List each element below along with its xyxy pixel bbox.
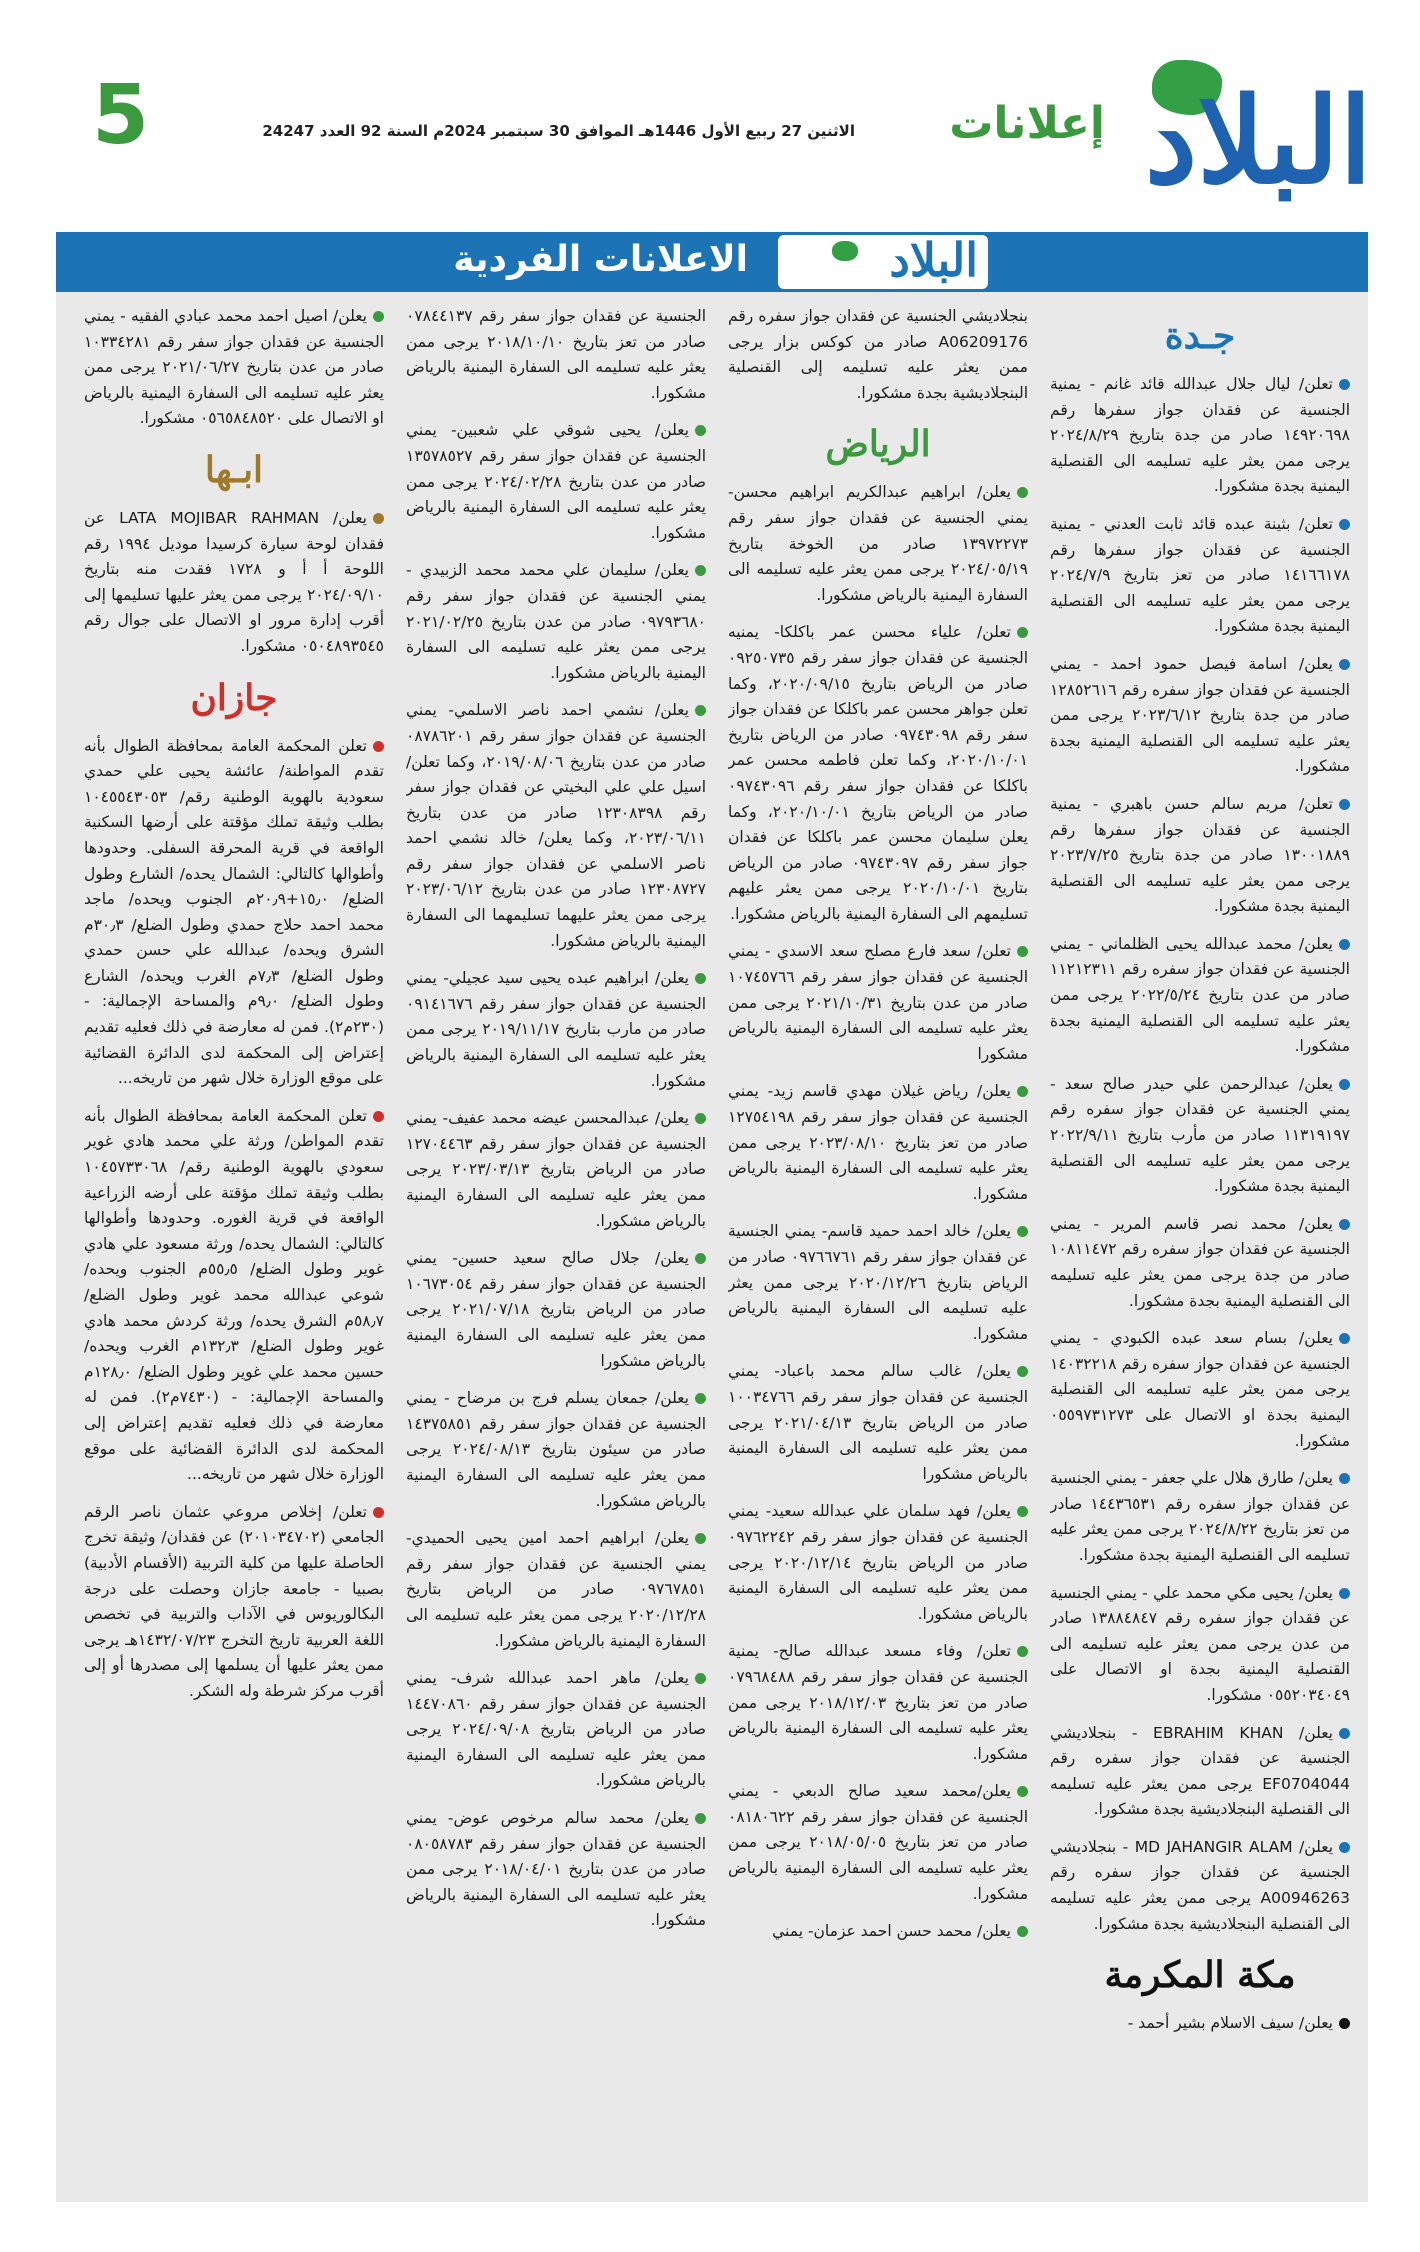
bullet-icon [1339, 1588, 1350, 1599]
city-heading-jeddah: جـدة [1164, 315, 1236, 357]
ad-text: تعلن/ علياء محسن عمر باكلكا- يمنيه الجنسية عن فقدان جواز سفر رقم ٠٩٢٥٠٧٣٥ صادر من الرياض بتاريخ ٢٠٢٠/٠٩/١٥، وكما تعلن جواهر محسن عمر باكلكا عن فقدان جواز سفر رقم ٠٩٧٤٣٠٩٨ صادر من الرياض بتاريخ ٢٠٢٠/١٠/٠١، وكما تعلن فاطمه محسن عمر باكلكا عن فقدان جواز سفر رقم ٠٩٧٤٣٠٩٦ صادر من الرياض بتاريخ ٢٠٢٠/١٠/٠١، وكما يعلن سليمان محسن عمر باكلكا عن فقدان جواز سفر رقم ٠٩٧٤٣٠٩٧ صادر من الرياض بتاريخ ٢٠٢٠/١٠/٠١ يرجى ممن يعثر عليهم تسليمهم الى السفارة اليمنية بالرياض مشكورا. [728, 623, 1028, 923]
ad-item [84, 1104, 384, 1488]
bullet-icon [373, 311, 384, 322]
banner-title: الاعلانات الفردية [453, 239, 748, 280]
saudi-map-icon [832, 241, 858, 261]
ad-item [728, 1359, 1028, 1487]
column-3 [406, 304, 706, 2194]
ad-item [406, 698, 706, 954]
ad-text: يعلن/ فهد سلمان علي عبدالله سعيد- يمني الجنسية عن فقدان جواز سفر رقم ٠٩٧٦٢٢٤٢ صادر من الرياض بتاريخ ٢٠٢٠/١٢/١٤ يرجى ممن يعثر عليه تسليمه الى السفارة اليمنية بالرياض مشكورا. [728, 1502, 1028, 1623]
ad-item [406, 1806, 706, 1934]
bullet-icon [1339, 2018, 1350, 2029]
ad-text: تعلن/ مريم سالم حسن باهبري - يمنية الجنسية عن فقدان جواز سفرها رقم ١٣٠٠١٨٨٩ صادر من جدة بتاريخ ٢٠٢٣/٧/٢٥ يرجى ممن يعثر عليه تسليمه الى القنصلية اليمنية بجدة مشكورا. [1050, 794, 1350, 916]
bullet-icon [1339, 1079, 1350, 1090]
city-heading-riyadh: الرياض [825, 423, 931, 466]
bullet-icon [1339, 939, 1350, 950]
ad-item [1050, 1072, 1350, 1200]
ad-text: يعلن/ يحيى مكي محمد علي - يمني الجنسية عن فقدان جواز سفره رقم ١٣٨٨٤٨٤٧ صادر من عدن يرجى ممن يعثر عليه تسليمه الى القنصلية اليمنية بجدة او الاتصال على ٠٥٥٢٠٣٤٠٤٩ مشكورا. [1050, 1583, 1350, 1704]
ad-item [406, 304, 706, 406]
ad-text: يعلن/ محمد حسن احمد عزمان- يمني [772, 1922, 1011, 1941]
ad-item [406, 558, 706, 686]
ad-item [406, 1386, 706, 1514]
bullet-icon [695, 1253, 706, 1264]
bullet-icon [373, 513, 384, 524]
ad-text: تعلن/ إخلاص مروعي عثمان ناصر الرقم الجامعي (٢٠١٠٣٤٧٠٢) عن فقدان/ وثيقة تخرج الحاصلة عليها من كلية التربية (الأقسام الأدبية) بصبيا - جامعة جازان وحصلت على درجة البكالوريوس في الآداب والتربية في تخصص اللغة العربية تاريخ التخرج ١٤٣٢/٠٧/٢٣هـ يرجى ممن يعثر عليها أن يسلمها إلى مصدرها أو إلى أقرب مركز شرطة وله الشكر. [84, 1502, 384, 1700]
masthead [0, 0, 1420, 210]
ad-item [406, 966, 706, 1094]
banner-logo-text: البلاد [889, 233, 978, 287]
ad-item [1050, 2011, 1350, 2037]
bullet-icon [1339, 1728, 1350, 1739]
bullet-icon [1017, 946, 1028, 957]
ad-text: يعلن/ محمد نصر قاسم المرير - يمني الجنسية عن فقدان جواز سفره رقم ١٠٨١١٤٧٢ صادر من جدة يرجى ممن يعثر عليه تسليمه الى القنصلية اليمنية بجدة مشكورا. [1050, 1214, 1350, 1310]
classifieds-panel [56, 232, 1368, 2202]
ad-item [406, 1246, 706, 1374]
ad-item [728, 1079, 1028, 1207]
ad-item [1050, 1581, 1350, 1709]
ad-item [728, 620, 1028, 927]
bullet-icon [373, 741, 384, 752]
ad-text: تعلن/ سعد فارع مصلح سعد الاسدي - يمني الجنسية عن فقدان جواز سفر رقم ١٠٧٤٥٧٦٦ صادر من عدن بتاريخ ٢٠٢١/١٠/٣١ يرجى ممن يعثر عليه تسليمه الى السفارة اليمنية بالرياض مشكورا [728, 942, 1028, 1063]
section-name: إعلانات [949, 98, 1105, 149]
ad-text: الجنسية عن فقدان جواز سفر رقم ٠٧٨٤٤١٣٧ صادر من تعز بتاريخ ٢٠١٨/١٠/١٠ يرجى ممن يعثر عليه تسليمه الى السفارة اليمنية بالرياض مشكورا. [406, 307, 706, 402]
bullet-icon [695, 1673, 706, 1684]
ad-text: يعلن/ ابراهيم احمد امين يحيى الحميدي- يمني الجنسية عن فقدان جواز سفر رقم ٠٩٧٦٧٨٥١ صادر من الرياض بتاريخ ٢٠٢٠/١٢/٢٨ يرجى ممن يعثر عليه تسليمه الى السفارة اليمنية بالرياض مشكورا. [406, 1529, 706, 1650]
bullet-icon [695, 1533, 706, 1544]
bullet-icon [695, 565, 706, 576]
ad-item [728, 939, 1028, 1067]
bullet-icon [1017, 1786, 1028, 1797]
ad-text: بنجلاديشي الجنسية عن فقدان جواز سفره رقم A06209176 صادر من كوكس بزار يرجى ممن يعثر عليه تسليمه إلى القنصلية البنجلاديشية بجدة مشكورا. [728, 307, 1028, 402]
ad-text: يعلن/ رياض غيلان مهدي قاسم زيد- يمني الجنسية عن فقدان جواز سفر رقم ١٢٧٥٤١٩٨ صادر من تعز بتاريخ ٢٠٢٣/٠٨/١٠ يرجى ممن يعثر عليه تسليمه الى السفارة اليمنية بالرياض مشكورا. [728, 1082, 1028, 1203]
bullet-icon [373, 1507, 384, 1518]
ad-text: يعلن/ MD JAHANGIR ALAM - بنجلاديشي الجنسية عن فقدان جواز سفره رقم A00946263 يرجى ممن يعثر عليه تسليمه الى القنصلية البنجلاديشية بجدة مشكورا. [1050, 1837, 1350, 1933]
section-banner [56, 232, 1368, 292]
ad-item [406, 1106, 706, 1234]
ad-item [1050, 1326, 1350, 1454]
ad-text: يعلن/ طارق هلال علي جعفر - يمني الجنسية عن فقدان جواز سفره رقم ١٤٤٣٦٥٣١ صادر من تعز بتاريخ ٢٠٢٤/٨/٢٢ يرجى ممن يعثر عليه تسليمه الى القنصلية اليمنية بجدة مشكورا. [1050, 1469, 1350, 1564]
ad-item [1050, 1466, 1350, 1568]
ad-item [728, 1639, 1028, 1767]
ad-item [406, 1666, 706, 1794]
ad-text: يعلن/ محمد عبدالله يحيى الظلماني - يمني الجنسية عن فقدان جواز سفره رقم ١١٢١٢٣١١ صادر من عدن بتاريخ ٢٠٢٢/٥/٢٤ يرجى ممن يعثر عليه تسليمه الى القنصلية اليمنية بجدة مشكورا. [1050, 934, 1350, 1056]
bullet-icon [695, 1813, 706, 1824]
ad-item [84, 1500, 384, 1705]
bullet-icon [1017, 487, 1028, 498]
ad-text: يعلن/ عبدالرحمن علي حيدر صالح سعد - يمني الجنسية عن فقدان جواز سفره رقم ١١٣١٩١٩٧ صادر من مأرب بتاريخ ٢٠٢٢/٩/١١ يرجى ممن يعثر عليه تسليمه الى القنصلية اليمنية بجدة مشكورا. [1050, 1074, 1350, 1196]
ad-text: تعلن/ وفاء مسعد عبدالله صالح- يمنية الجنسية عن فقدان جواز سفر رقم ٠٧٩٦٨٤٨٨ صادر من تعز بتاريخ ٢٠١٨/١٢/٠٣ يرجى ممن يعثر عليه تسليمه الى السفارة اليمنية بالرياض مشكورا. [728, 1642, 1028, 1763]
ad-item [728, 1919, 1028, 1945]
ad-item [406, 1526, 706, 1654]
date-line: الاثنين 27 ربيع الأول 1446هـ الموافق 30 سبتمبر 2024م السنة 92 العدد 24247 [262, 122, 855, 140]
bullet-icon [695, 705, 706, 716]
ad-text: يعلن/ ابراهيم عبدالكريم ابراهيم محسن- يمني الجنسية عن فقدان جواز سفر رقم ١٣٩٧٢٢٧٣ صادر من الخوخة بتاريخ ٢٠٢٤/٠٥/١٩ يرجى ممن يعثر عليه تسليمه الى السفارة اليمنية بالرياض مشكورا. [728, 483, 1028, 604]
bullet-icon [1017, 1506, 1028, 1517]
bullet-icon [1017, 1226, 1028, 1237]
ad-text: يعلن/ يحيى شوقي علي شعبين- يمني الجنسية عن فقدان جواز سفر رقم ١٣٥٧٨٥٢٧ صادر من عدن بتاريخ ٢٠٢٤/٠٢/٢٨ يرجى ممن يعثر عليه تسليمه الى السفارة اليمنية بالرياض مشكورا. [406, 421, 706, 542]
column-1 [1050, 304, 1350, 2194]
ad-text: يعلن/ ابراهيم عبده يحيى سيد عجيلي- يمني الجنسية عن فقدان جواز سفر رقم ٠٩١٤١٦٧٦ صادر من مارب بتاريخ ٢٠١٩/١١/١٧ يرجى ممن يعثر عليه تسليمه الى السفارة اليمنية بالرياض مشكورا. [406, 969, 706, 1090]
bullet-icon [695, 425, 706, 436]
ad-item [84, 304, 384, 432]
ad-text: يعلن/ خالد احمد حميد قاسم- يمني الجنسية عن فقدان جواز سفر رقم ٠٩٧٦٦٧٦١ صادر من الرياض بتاريخ ٢٠٢٠/١٢/٢٦ يرجى ممن يعثر عليه تسليمه الى السفارة اليمنية بالرياض مشكورا. [728, 1222, 1028, 1343]
bullet-icon [1339, 1842, 1350, 1853]
bullet-icon [373, 1111, 384, 1122]
banner-logo [778, 235, 988, 289]
ad-text: يعلن/ سليمان علي محمد محمد الزبيدي - يمني الجنسية عن فقدان جواز سفر رقم ٠٩٧٩٣٦٨٠ صادر من عدن بتاريخ ٢٠٢١/٠٢/٢٥ يرجى ممن يعثر عليه تسليمه الى السفارة اليمنية بالرياض مشكورا. [406, 561, 706, 682]
bullet-icon [1017, 1366, 1028, 1377]
ad-item [406, 418, 706, 546]
column-2 [728, 304, 1028, 2194]
bullet-icon [695, 1393, 706, 1404]
city-heading-abha: ابـها [204, 448, 264, 491]
ad-item [728, 1219, 1028, 1347]
ad-text: يعلن/ ماهر احمد عبدالله شرف- يمني الجنسية عن فقدان جواز سفر رقم ١٤٤٧٠٨٦٠ صادر من الرياض بتاريخ ٢٠٢٤/٠٩/٠٨ يرجى ممن يعثر عليه تسليمه الى السفارة اليمنية بالرياض مشكورا. [406, 1669, 706, 1790]
ad-text: تعلن المحكمة العامة بمحافظة الطوال بأنه تقدم المواطن/ ورثة علي محمد هادي غوير سعودي بالهوية الوطنية رقم/ ١٠٤٥٧٣٣٠٦٨ بطلب وثيقة تملك مؤقتة على أرضه الزراعية الواقعة في قرية الغوره. وحدودها وأطوالها كالتالي: الشمال يحده/ ورثة مسعود علي هادي غوير وطول الضلع/ ٥٥٫٥م الجنوب ويحده/ شوعي عبدالله محمد غوير وطول الضلع/ ٥٨٫٧م الشرق يحده/ ورثة كردش محمد هادي غوير وطول الضلع/ ١٣٢٫٣م الغرب ويحده/ حسين محمد علي غوير وطول الضلع/ ١٢٨٫٠م والمساحة الإجمالية: - (٧٤٣٠م٢). فمن له معارضة في ذلك فعليه تقديم إعتراض إلى المحكمة لدى الدائرة القضائية على موقع الوزارة خلال شهر من تاريخه... [84, 1106, 384, 1484]
ad-text: يعلن/ اسامة فيصل حمود احمد - يمني الجنسية عن فقدان جواز سفره رقم ١٢٨٥٢٦١٦ صادر من جدة بتاريخ ٢٠٢٣/٦/١٢ يرجى ممن يعثر عليه تسليمه الى القنصلية اليمنية بجدة مشكورا. [1050, 654, 1350, 776]
ad-text: يعلن/ اصيل احمد محمد عبادي الفقيه - يمني الجنسية عن فقدان جواز سفر رقم ١٠٣٣٤٢٨١ صادر من عدن بتاريخ ٢٠٢١/٠٦/٢٧ يرجى ممن يعثر عليه تسليمه الى السفارة اليمنية بالرياض او الاتصال على ٠٥٦٥٨٤٨٥٢٠ مشكورا. [84, 307, 384, 428]
ad-item [84, 734, 384, 1092]
bullet-icon [1017, 1926, 1028, 1937]
city-heading-jazan: جازان [190, 676, 278, 719]
columns [56, 304, 1368, 2194]
ad-item [1050, 1721, 1350, 1823]
ad-text: يعلن/ نشمي احمد ناصر الاسلمي- يمني الجنسية عن فقدان جواز سفر رقم ٠٨٧٨٦٢٠١ صادر من عدن بتاريخ ٢٠١٩/٠٨/٠٦، وكما تعلن/ اسيل علي علي البخيتي عن فقدان جواز سفر رقم ١٢٣٠٨٣٩٨ صادر من عدن بتاريخ ٢٠٢٣/٠٦/١١، وكما يعلن/ خالد نشمي احمد ناصر الاسلمي عن فقدان جواز سفر رقم ١٢٣٠٨٧٢٧ صادر من عدن بتاريخ ٢٠٢٣/٠٦/١٢ يرجى ممن يعثر عليهما تسليمهما الى السفارة اليمنية بالرياض مشكورا. [406, 701, 706, 950]
page-number: 5 [92, 68, 150, 163]
ad-item [728, 1499, 1028, 1627]
ad-item [728, 304, 1028, 406]
bullet-icon [1339, 799, 1350, 810]
bullet-icon [1017, 1086, 1028, 1097]
logo-text: البلاد [1144, 71, 1372, 210]
ad-text: يعلن/محمد سعيد صالح الدبعي - يمني الجنسية عن فقدان جواز سفر رقم ٠٨١٨٠٦٢٢ صادر من تعز بتاريخ ٢٠١٨/٠٥/٠٥ يرجى ممن يعثر عليه تسليمه الى السفارة اليمنية بالرياض مشكورا. [728, 1782, 1028, 1903]
bullet-icon [1017, 1646, 1028, 1657]
city-heading-makkah: مكة المكرمة [1104, 1954, 1296, 1997]
ad-item [1050, 792, 1350, 920]
ad-item [728, 1779, 1028, 1907]
ad-text: يعلن/ EBRAHIM KHAN - بنجلاديشي الجنسية عن فقدان جواز سفره رقم EF0704044 يرجى ممن يعثر عليه تسليمه الى القنصلية البنجلاديشية بجدة مشكورا. [1050, 1723, 1350, 1819]
bullet-icon [1339, 1333, 1350, 1344]
ad-text: يعلن/ عبدالمحسن عيضه محمد عفيف- يمني الجنسية عن فقدان جواز سفر رقم ١٢٧٠٤٤٦٣ صادر من الرياض بتاريخ ٢٠٢٣/٠٣/١٣ يرجى ممن يعثر عليه تسليمه الى السفارة اليمنية بالرياض مشكورا. [406, 1109, 706, 1230]
ad-text: يعلن/ سيف الاسلام بشير أحمد - [1127, 2014, 1333, 2033]
ad-text: يعلن/ جلال صالح سعيد حسين- يمني الجنسية عن فقدان جواز سفر رقم ١٠٦٧٣٠٥٤ صادر من الرياض بتاريخ ٢٠٢١/٠٧/١٨ يرجى ممن يعثر عليه تسليمه الى السفارة اليمنية بالرياض مشكورا [406, 1249, 706, 1370]
ad-item [1050, 1212, 1350, 1314]
newspaper-logo[interactable] [1092, 60, 1372, 210]
bullet-icon [695, 1113, 706, 1124]
ad-text: يعلن/ محمد سالم مرخوص عوض- يمني الجنسية عن فقدان جواز سفر رقم ٠٨٠٥٨٧٨٣ صادر من عدن بتاريخ ٢٠١٨/٠٤/٠١ يرجى ممن يعثر عليه تسليمه الى السفارة اليمنية بالرياض مشكورا. [406, 1809, 706, 1930]
ad-text: تعلن المحكمة العامة بمحافظة الطوال بأنه تقدم المواطنة/ عائشة يحيى علي حمدي سعودية بالهوية الوطنية رقم/ ١٠٤٥٥٤٣٠٥٣ بطلب وثيقة تملك مؤقتة على أرضها السكنية الواقعة في قرية المحرقة السفلى. وحدودها وأطوالها كالتالي: الشمال يحده/ الشارع وطول الضلع/ ١٥٫٠+٢٠٫٩م الجنوب ويحده/ ماجد محمد احمد حلاج حمدي وطول الضلع/ ٣٠٫٣م الشرق ويحده/ عبدالله علي حسن حمدي وطول الضلع/ ٧٫٣م الغرب ويحده/ الشارع وطول الضلع/ ٩٫٠م والمساحة الإجمالية: - (٢٣٠م٢). فمن له معارضة في ذلك فعليه تقديم إعتراض إلى المحكمة لدى الدائرة القضائية على موقع الوزارة خلال شهر من تاريخه... [84, 736, 384, 1088]
ad-item [84, 506, 384, 660]
ad-item [728, 480, 1028, 608]
ad-item [1050, 1835, 1350, 1937]
bullet-icon [1017, 627, 1028, 638]
ad-item [1050, 932, 1350, 1060]
bullet-icon [1339, 659, 1350, 670]
bullet-icon [1339, 1473, 1350, 1484]
ad-text: يعلن/ LATA MOJIBAR RAHMAN عن فقدان لوحة سيارة كرسيدا موديل ١٩٩٤ رقم اللوحة أ أ و ١٧٢٨ فقدت منه بتاريخ ٢٠٢٤/٠٩/١٠ يرجى ممن يعثر عليها تسليمها إلى أقرب إدارة مرور او الاتصال على جوال رقم ٠٥٠٤٨٩٣٥٤٥ مشكورا. [84, 508, 384, 655]
bullet-icon [1339, 519, 1350, 530]
ad-item [1050, 512, 1350, 640]
column-4 [84, 304, 384, 2194]
ad-text: يعلن/ بسام سعد عبده الكبودي - يمني الجنسية عن فقدان جواز سفره رقم ١٤٠٣٢٢١٨ يرجى ممن يعثر عليه تسليمه الى القنصلية اليمنية بجدة او الاتصال على ٠٥٥٩٧٣١٢٧٣ مشكورا. [1050, 1329, 1350, 1450]
ad-text: تعلن/ ليال جلال عبدالله قائد غانم - يمنية الجنسية عن فقدان جواز سفرها رقم ١٤٩٢٠٦٩٨ صادر من جدة بتاريخ ٢٠٢٤/٨/٢٩ يرجى ممن يعثر عليه تسليمه الى القنصلية اليمنية بجدة مشكورا. [1050, 375, 1350, 496]
ad-text: يعلن/ جمعان يسلم فرج بن مرضاح - يمني الجنسية عن فقدان جواز سفر رقم ١٤٣٧٥٨٥١ صادر من سيئون بتاريخ ٢٠٢٤/٠٨/١٣ يرجى ممن يعثر عليه تسليمه الى السفارة اليمنية بالرياض مشكورا. [406, 1389, 706, 1510]
ad-item [1050, 652, 1350, 780]
ad-text: تعلن/ بثينة عبده قائد ثابت العدني - يمنية الجنسية عن فقدان جواز سفرها رقم ١٤١٦٦١٧٨ صادر من تعز بتاريخ ٢٠٢٤/٧/٩ يرجى ممن يعثر عليه تسليمه الى القنصلية اليمنية بجدة مشكورا. [1050, 514, 1350, 636]
ad-text: يعلن/ غالب سالم محمد باعباد- يمني الجنسية عن فقدان جواز سفر رقم ١٠٠٣٤٧٦٦ صادر من الرياض بتاريخ ٢٠٢١/٠٤/١٣ يرجى ممن يعثر عليه تسليمه الى السفارة اليمنية بالرياض مشكورا [728, 1362, 1028, 1483]
bullet-icon [1339, 1219, 1350, 1230]
bullet-icon [1339, 379, 1350, 390]
ad-item [1050, 372, 1350, 500]
bullet-icon [695, 973, 706, 984]
